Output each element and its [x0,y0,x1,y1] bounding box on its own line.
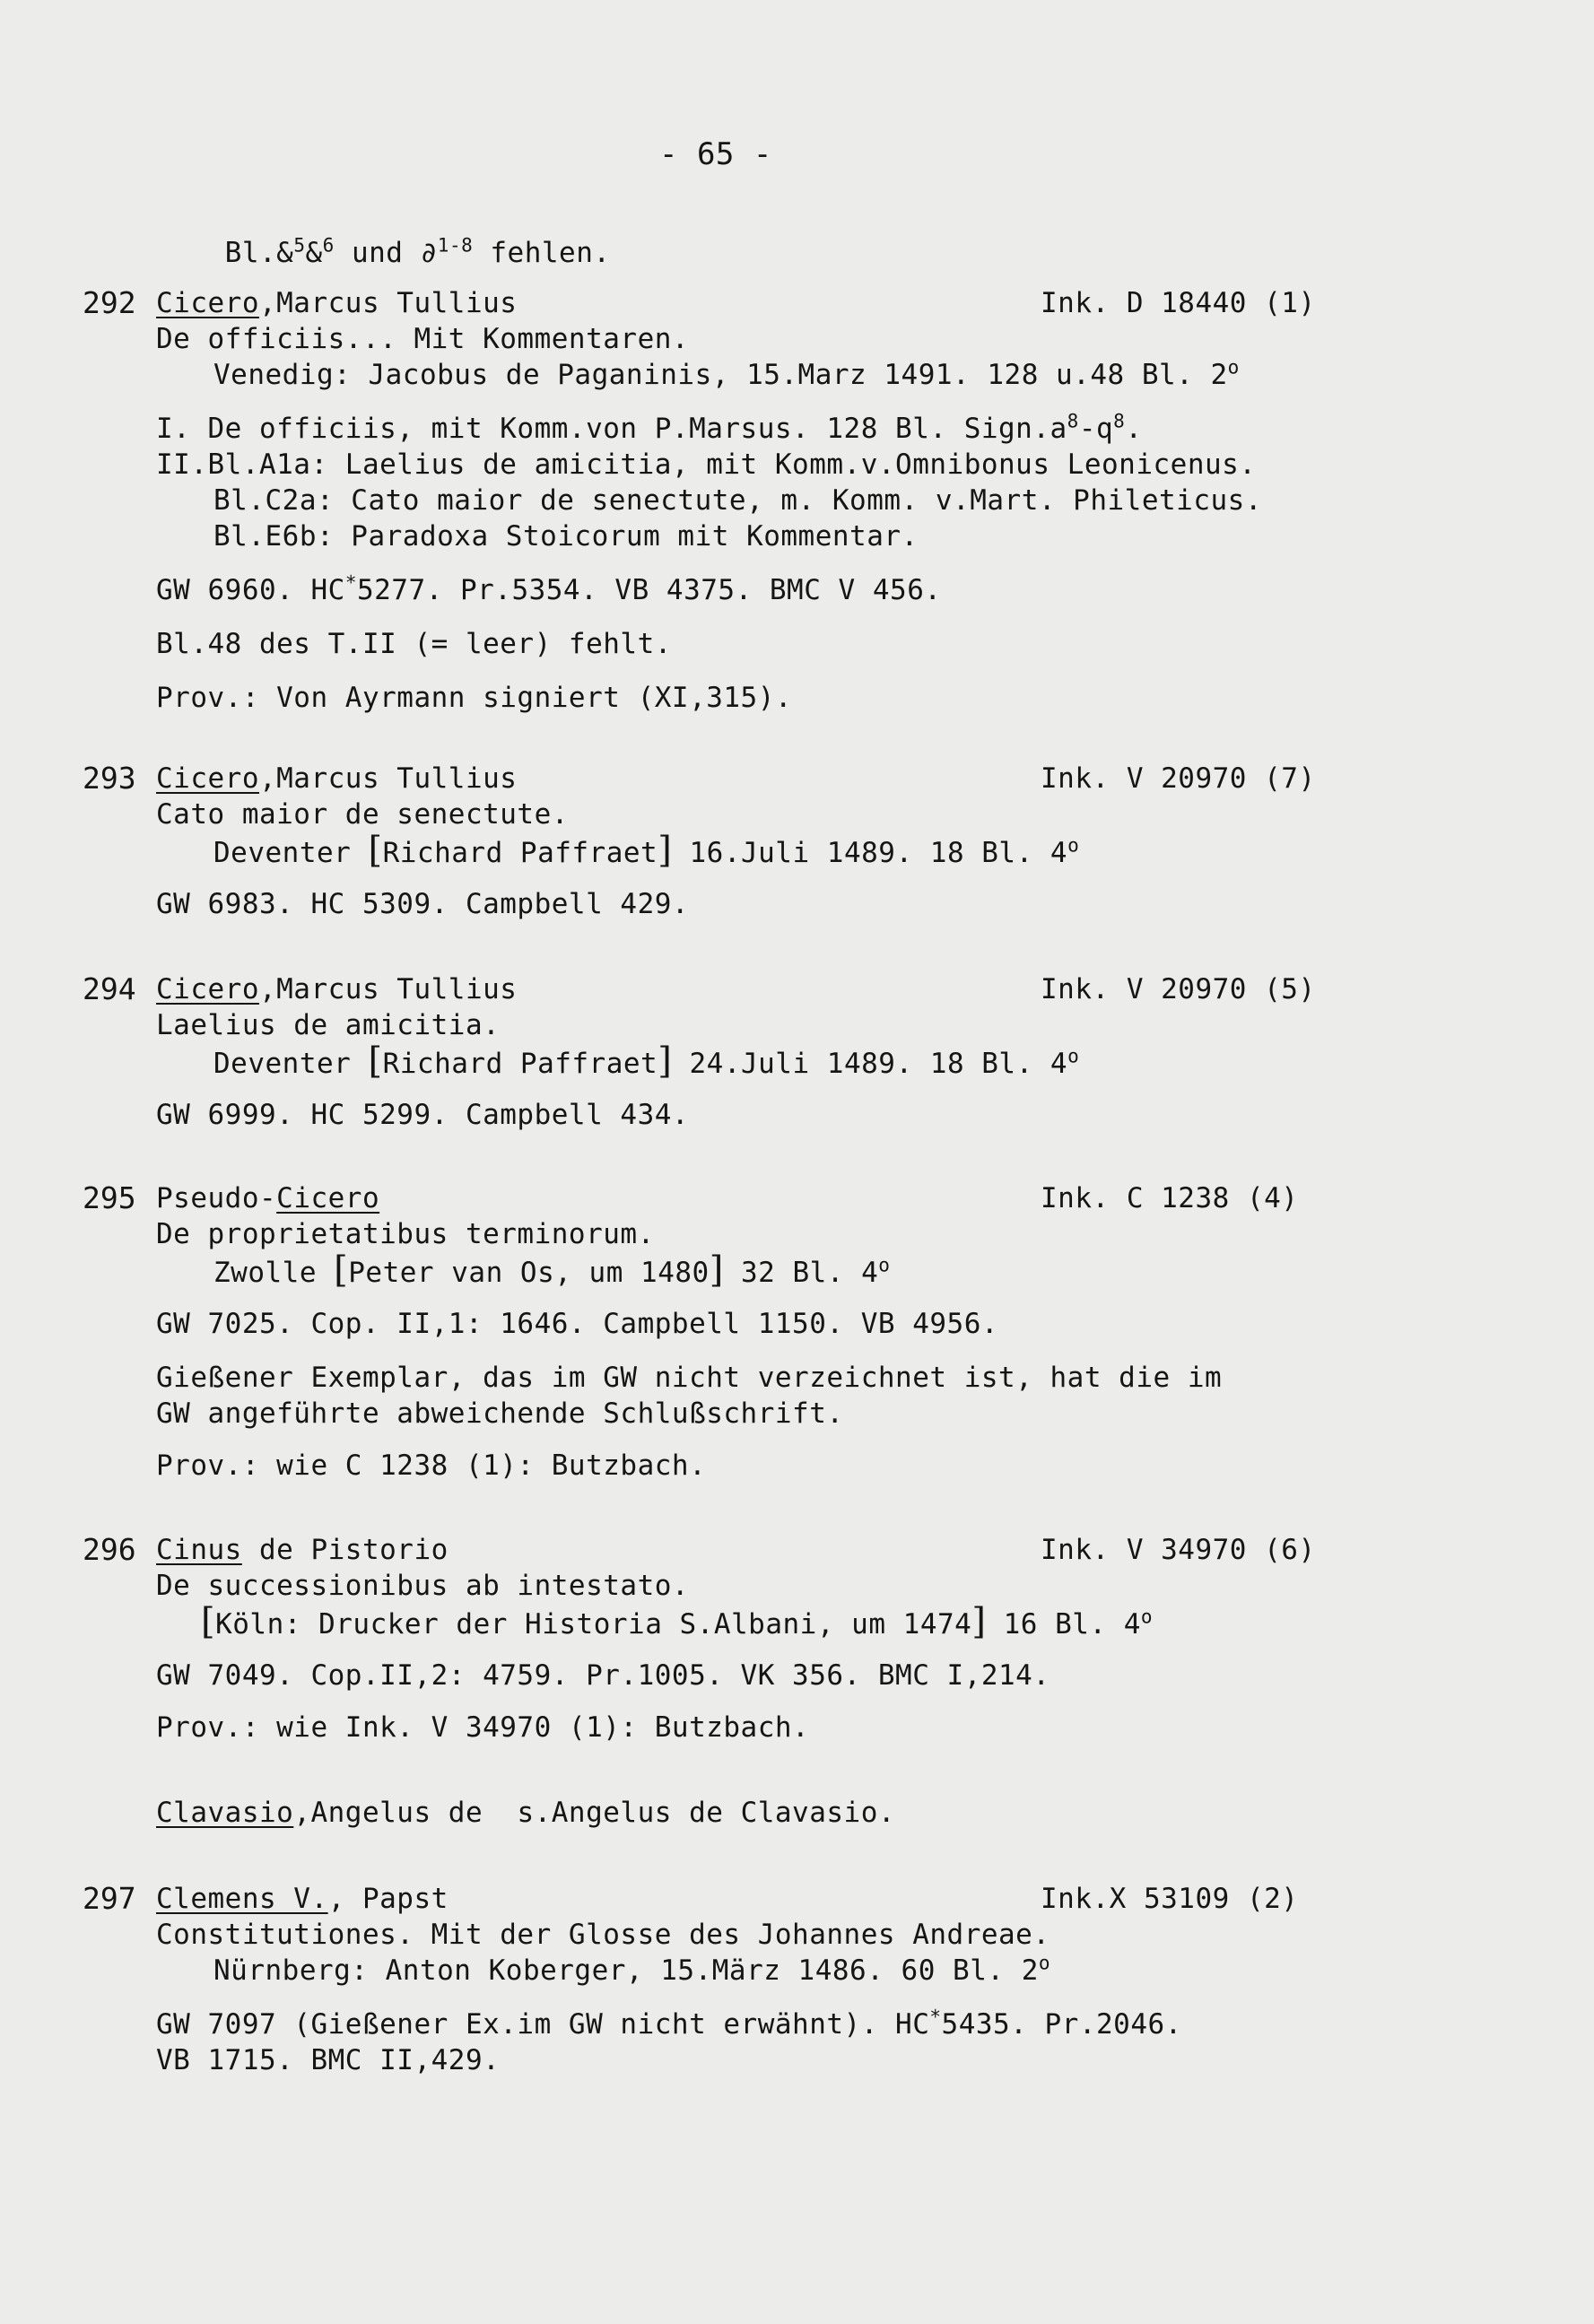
imprint-text: Zwolle [213,1257,335,1289]
intro-glyph: ∂ [420,237,438,269]
bracket-open: [ [201,1601,216,1642]
entry-title: Laelius de amicitia. [156,1009,501,1041]
bibliography-line [156,572,942,608]
bibliography-line: GW 6999. HC 5299. Campbell 434. [156,1099,690,1131]
format-sup: o [1067,834,1080,857]
note-line: GW angeführte abweichende Schlußschrift. [156,1397,844,1430]
bracket-open: [ [368,830,383,871]
format-sup: o [1067,1045,1080,1067]
bibliography-line: VB 1715. BMC II,429. [156,2044,501,2076]
author-rest: ,Marcus Tullius [258,973,518,1005]
bibliography-line: GW 6983. HC 5309. Campbell 429. [156,888,690,920]
imprint-line [213,357,1240,393]
intro-text: Bl.& [224,237,294,269]
content-line [156,411,1142,447]
bracket-close: ] [971,1601,987,1642]
entry-number: 292 [83,285,136,320]
author-rest: , Papst [327,1883,449,1915]
page-number: - 65 - [659,136,772,172]
sign-sup: 8 [1113,410,1126,432]
format-sup: o [1038,1952,1051,1974]
star-sup: * [344,571,357,594]
provenance-line: Prov.: wie C 1238 (1): Butzbach. [156,1449,707,1482]
entry-author [156,971,517,1007]
author-name: Cicero [156,762,259,795]
shelfmark: Ink.X 53109 (2) [1041,1883,1299,1915]
entry-author [156,761,517,796]
content-text: -q [1078,413,1114,445]
note-line: Gießener Exemplar, das im GW nicht verzeichnet ist, hat die im [156,1362,1223,1394]
entry-number: 297 [83,1881,136,1916]
shelfmark: Ink. V 34970 (6) [1041,1534,1316,1566]
provenance-line: Prov.: wie Ink. V 34970 (1): Butzbach. [156,1711,810,1744]
bracket-close: ] [658,830,673,871]
entry-author [156,285,517,321]
format-sup: o [1140,1606,1154,1628]
imprint-printer: Richard Paffraet [382,837,658,869]
provenance-line: Prov.: Von Ayrmann signiert (XI,315). [156,682,793,714]
entry-title: Constitutiones. Mit der Glosse des Johannes Andreae. [156,1919,1050,1951]
imprint-text: Venedig: Jacobus de Paganinis, 15.Marz 1491. 128 u.48 Bl. 2 [213,359,1228,391]
bibliography-line [156,2006,1182,2042]
entry-number: 296 [83,1532,136,1567]
imprint-printer: Köln: Drucker der Historia S.Albani, um 1474 [215,1608,972,1641]
imprint-line [213,1249,891,1291]
intro-sup: 5 [293,234,306,257]
intro-sup: 1-8 [437,234,474,257]
imprint-text: 16.Juli 1489. 18 Bl. 4 [672,837,1068,869]
imprint-text: Deventer [213,837,369,869]
shelfmark: Ink. V 20970 (5) [1041,973,1316,1005]
content-text: I. De officiis, mit Komm.von P.Marsus. 128 Bl. Sign.a [156,413,1067,445]
imprint-text: 24.Juli 1489. 18 Bl. 4 [672,1048,1068,1080]
note-line: Bl.48 des T.II (= leer) fehlt. [156,628,672,660]
crossref-text: ,Angelus de s.Angelus de Clavasio. [293,1797,896,1829]
intro-text: und [334,237,421,269]
bib-text: GW 6960. HC [156,574,345,606]
bib-text: 5435. Pr.2046. [941,2008,1182,2041]
author-name: Cicero [156,287,259,319]
bibliography-line: GW 7025. Cop. II,1: 1646. Campbell 1150. VB 4956. [156,1308,999,1340]
imprint-text: Nürnberg: Anton Koberger, 15.März 1486. 60 Bl. 2 [213,1954,1039,1987]
entry-title: De officiis... Mit Kommentaren. [156,323,690,355]
bracket-open: [ [368,1040,383,1082]
format-sup: o [1227,356,1240,379]
imprint-line [213,1953,1050,1989]
content-line: Bl.C2a: Cato maior de senectute, m. Komm. v.Mart. Phileticus. [213,484,1262,517]
entry-number: 295 [83,1180,136,1215]
author-rest: ,Marcus Tullius [258,287,518,319]
imprint-line [213,1040,1080,1082]
entry-number: 294 [83,971,136,1006]
author-rest: ,Marcus Tullius [258,762,518,795]
imprint-text: 32 Bl. 4 [723,1257,879,1289]
bib-text: GW 7097 (Gießener Ex.im GW nicht erwähnt). HC [156,2008,930,2041]
bib-text: 5277. Pr.5354. VB 4375. BMC V 456. [356,574,942,606]
intro-text: fehlen. [473,237,611,269]
crossref-name: Clavasio [156,1797,294,1829]
imprint-line [201,1601,1154,1642]
content-line: II.Bl.A1a: Laelius de amicitia, mit Komm.v.Omnibonus Leonicenus. [156,448,1257,481]
author-name: Clemens V. [156,1883,328,1915]
author-rest: de Pistorio [241,1534,449,1566]
imprint-text: Deventer [213,1048,369,1080]
author-prefix: Pseudo- [156,1182,277,1214]
entry-title: Cato maior de senectute. [156,798,569,831]
imprint-line [213,832,1079,871]
bibliography-line: GW 7049. Cop.II,2: 4759. Pr.1005. VK 356. BMC I,214. [156,1659,1050,1692]
cross-reference [156,1795,895,1831]
intro-text: & [305,237,323,269]
content-line: Bl.E6b: Paradoxa Stoicorum mit Kommentar. [213,520,919,553]
imprint-text: 16 Bl. 4 [986,1608,1141,1641]
shelfmark: Ink. D 18440 (1) [1041,287,1316,319]
format-sup: o [878,1254,891,1276]
entry-number: 293 [83,761,136,796]
bracket-open: [ [334,1249,349,1291]
intro-sup: 6 [322,234,335,257]
entry-author [156,1532,449,1568]
entry-title: De successionibus ab intestato. [156,1570,690,1602]
content-text: . [1125,413,1143,445]
shelfmark: Ink. C 1238 (4) [1041,1182,1299,1214]
entry-author [156,1881,449,1917]
sign-sup: 8 [1067,410,1079,432]
imprint-printer: Peter van Os, um 1480 [348,1257,710,1289]
author-name: Cicero [276,1182,380,1214]
imprint-printer: Richard Paffraet [382,1048,658,1080]
author-name: Cinus [156,1534,242,1566]
shelfmark: Ink. V 20970 (7) [1041,762,1316,795]
author-name: Cicero [156,973,259,1005]
bracket-close: ] [709,1249,724,1291]
star-sup: * [929,2006,942,2028]
bracket-close: ] [658,1040,673,1082]
entry-author [156,1180,379,1216]
entry-title: De proprietatibus terminorum. [156,1218,655,1250]
